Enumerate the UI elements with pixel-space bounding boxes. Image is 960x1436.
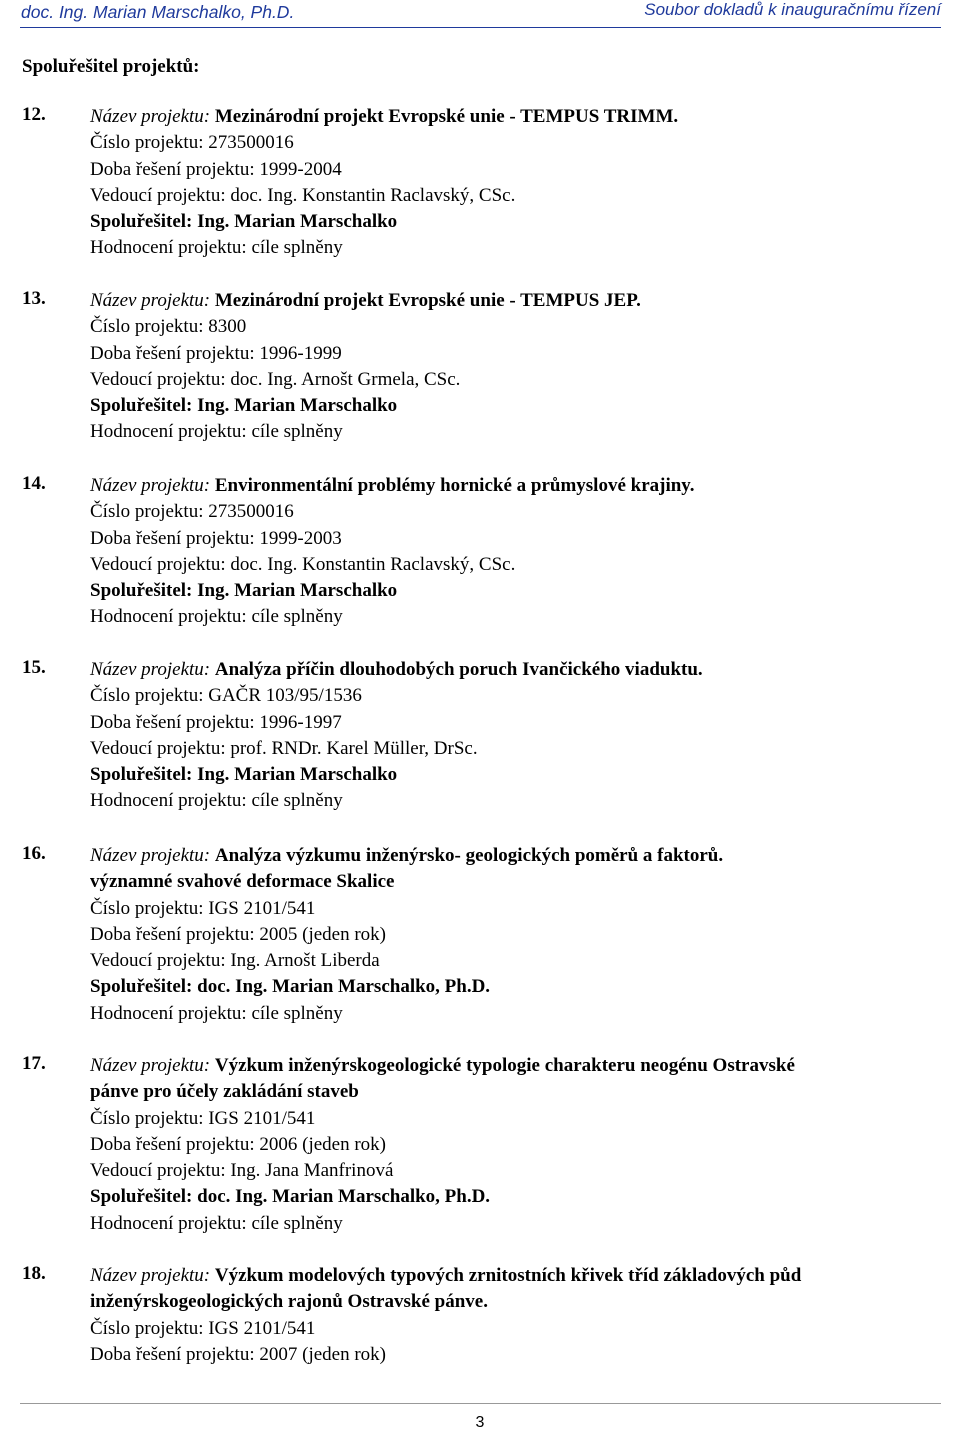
project-name: Výzkum modelových typových zrnitostních křivek tříd základových půd (214, 1265, 802, 1286)
project-detail-line: Číslo projektu: IGS 2101/541 (90, 1107, 316, 1129)
project-name-line (90, 1053, 950, 1079)
project-details (90, 843, 950, 1027)
page-header (0, 0, 960, 30)
project-name: Výzkum inženýrskogeologické typologie charakteru neogénu Ostravské (214, 1055, 795, 1076)
project-co-investigator: Spoluřešitel: Ing. Marian Marschalko (90, 395, 398, 417)
project-details (90, 288, 950, 446)
project-detail-line: Vedoucí projektu: doc. Ing. Arnošt Grmela, CSc. (90, 368, 461, 390)
project-detail-line: Doba řešení projektu: 2005 (jeden rok) (90, 923, 386, 945)
project-detail-line: Doba řešení projektu: 2006 (jeden rok) (90, 1133, 386, 1155)
project-detail-line: Číslo projektu: 273500016 (90, 132, 294, 154)
project-name-label: Název projektu: (90, 1265, 211, 1286)
project-name: Environmentální problémy hornické a průmyslové krajiny. (214, 475, 695, 496)
project-name-label: Název projektu: (90, 1055, 211, 1076)
project-detail-line: Vedoucí projektu: doc. Ing. Konstantin Raclavský, CSc. (90, 184, 516, 206)
project-name-label: Název projektu: (90, 659, 211, 680)
project-details (90, 473, 950, 631)
project-detail-line: Číslo projektu: IGS 2101/541 (90, 1317, 316, 1339)
header-author: doc. Ing. Marian Marschalko, Ph.D. (21, 2, 295, 22)
project-name-line (90, 473, 950, 499)
project-name: Analýza výzkumu inženýrsko- geologických poměrů a faktorů. (214, 845, 724, 866)
page-number: 3 (475, 1414, 485, 1431)
header-document-title: Soubor dokladů k inauguračnímu řízení (644, 0, 941, 19)
project-detail-line: Číslo projektu: GAČR 103/95/1536 (90, 685, 362, 707)
project-detail-line: Hodnocení projektu: cíle splněny (90, 237, 343, 259)
header-divider (20, 27, 941, 28)
project-co-investigator: Spoluřešitel: Ing. Marian Marschalko (90, 580, 398, 602)
project-name-line (90, 657, 950, 683)
project-name-label: Název projektu: (90, 290, 211, 311)
project-name-line (90, 104, 950, 130)
project-name-line (90, 1079, 950, 1105)
project-name-label: Název projektu: (90, 106, 211, 127)
project-detail-line: Hodnocení projektu: cíle splněny (90, 421, 343, 443)
project-name-label: Název projektu: (90, 475, 211, 496)
section-title: Spoluřešitel projektů: (22, 56, 200, 77)
project-details (90, 657, 950, 815)
project-name: Analýza příčin dlouhodobých poruch Ivančického viaduktu. (214, 659, 703, 680)
project-detail-line: Hodnocení projektu: cíle splněny (90, 606, 343, 628)
footer-divider (20, 1403, 941, 1404)
project-detail-line: Vedoucí projektu: doc. Ing. Konstantin Raclavský, CSc. (90, 553, 516, 575)
project-detail-line: Doba řešení projektu: 1999-2003 (90, 527, 342, 549)
project-name: pánve pro účely zakládání staveb (90, 1081, 359, 1103)
project-detail-line: Hodnocení projektu: cíle splněny (90, 1212, 343, 1234)
project-co-investigator: Spoluřešitel: doc. Ing. Marian Marschalko, Ph.D. (90, 1186, 491, 1208)
project-detail-line: Doba řešení projektu: 1999-2004 (90, 158, 342, 180)
project-name: Mezinárodní projekt Evropské unie - TEMPUS TRIMM. (214, 106, 679, 127)
project-name: Mezinárodní projekt Evropské unie - TEMPUS JEP. (214, 290, 641, 311)
project-detail-line: Doba řešení projektu: 1996-1997 (90, 711, 342, 733)
project-co-investigator: Spoluřešitel: Ing. Marian Marschalko (90, 211, 398, 233)
project-number: 14. (22, 473, 46, 494)
project-detail-line: Doba řešení projektu: 1996-1999 (90, 342, 342, 364)
project-name: významné svahové deformace Skalice (90, 871, 395, 893)
project-name: inženýrskogeologických rajonů Ostravské pánve. (90, 1291, 488, 1313)
project-detail-line: Doba řešení projektu: 2007 (jeden rok) (90, 1343, 386, 1365)
project-name-line (90, 288, 950, 314)
project-name-line (90, 1263, 950, 1289)
project-details (90, 104, 950, 262)
project-co-investigator: Spoluřešitel: Ing. Marian Marschalko (90, 764, 398, 786)
project-detail-line: Vedoucí projektu: Ing. Jana Manfrinová (90, 1160, 394, 1182)
project-detail-line: Číslo projektu: 273500016 (90, 501, 294, 523)
project-name-line (90, 1289, 950, 1315)
project-number: 17. (22, 1053, 46, 1074)
project-detail-line: Hodnocení projektu: cíle splněny (90, 1002, 343, 1024)
project-details (90, 1263, 950, 1368)
project-detail-line: Vedoucí projektu: Ing. Arnošt Liberda (90, 950, 380, 972)
project-name-line (90, 869, 950, 895)
project-number: 13. (22, 288, 46, 309)
project-number: 12. (22, 104, 46, 125)
project-details (90, 1053, 950, 1237)
project-number: 15. (22, 657, 46, 678)
project-detail-line: Hodnocení projektu: cíle splněny (90, 790, 343, 812)
project-detail-line: Číslo projektu: IGS 2101/541 (90, 897, 316, 919)
project-name-line (90, 843, 950, 869)
project-number: 16. (22, 843, 46, 864)
project-detail-line: Číslo projektu: 8300 (90, 316, 247, 338)
project-name-label: Název projektu: (90, 845, 211, 866)
project-co-investigator: Spoluřešitel: doc. Ing. Marian Marschalko, Ph.D. (90, 976, 491, 998)
project-detail-line: Vedoucí projektu: prof. RNDr. Karel Müller, DrSc. (90, 737, 478, 759)
project-number: 18. (22, 1263, 46, 1284)
